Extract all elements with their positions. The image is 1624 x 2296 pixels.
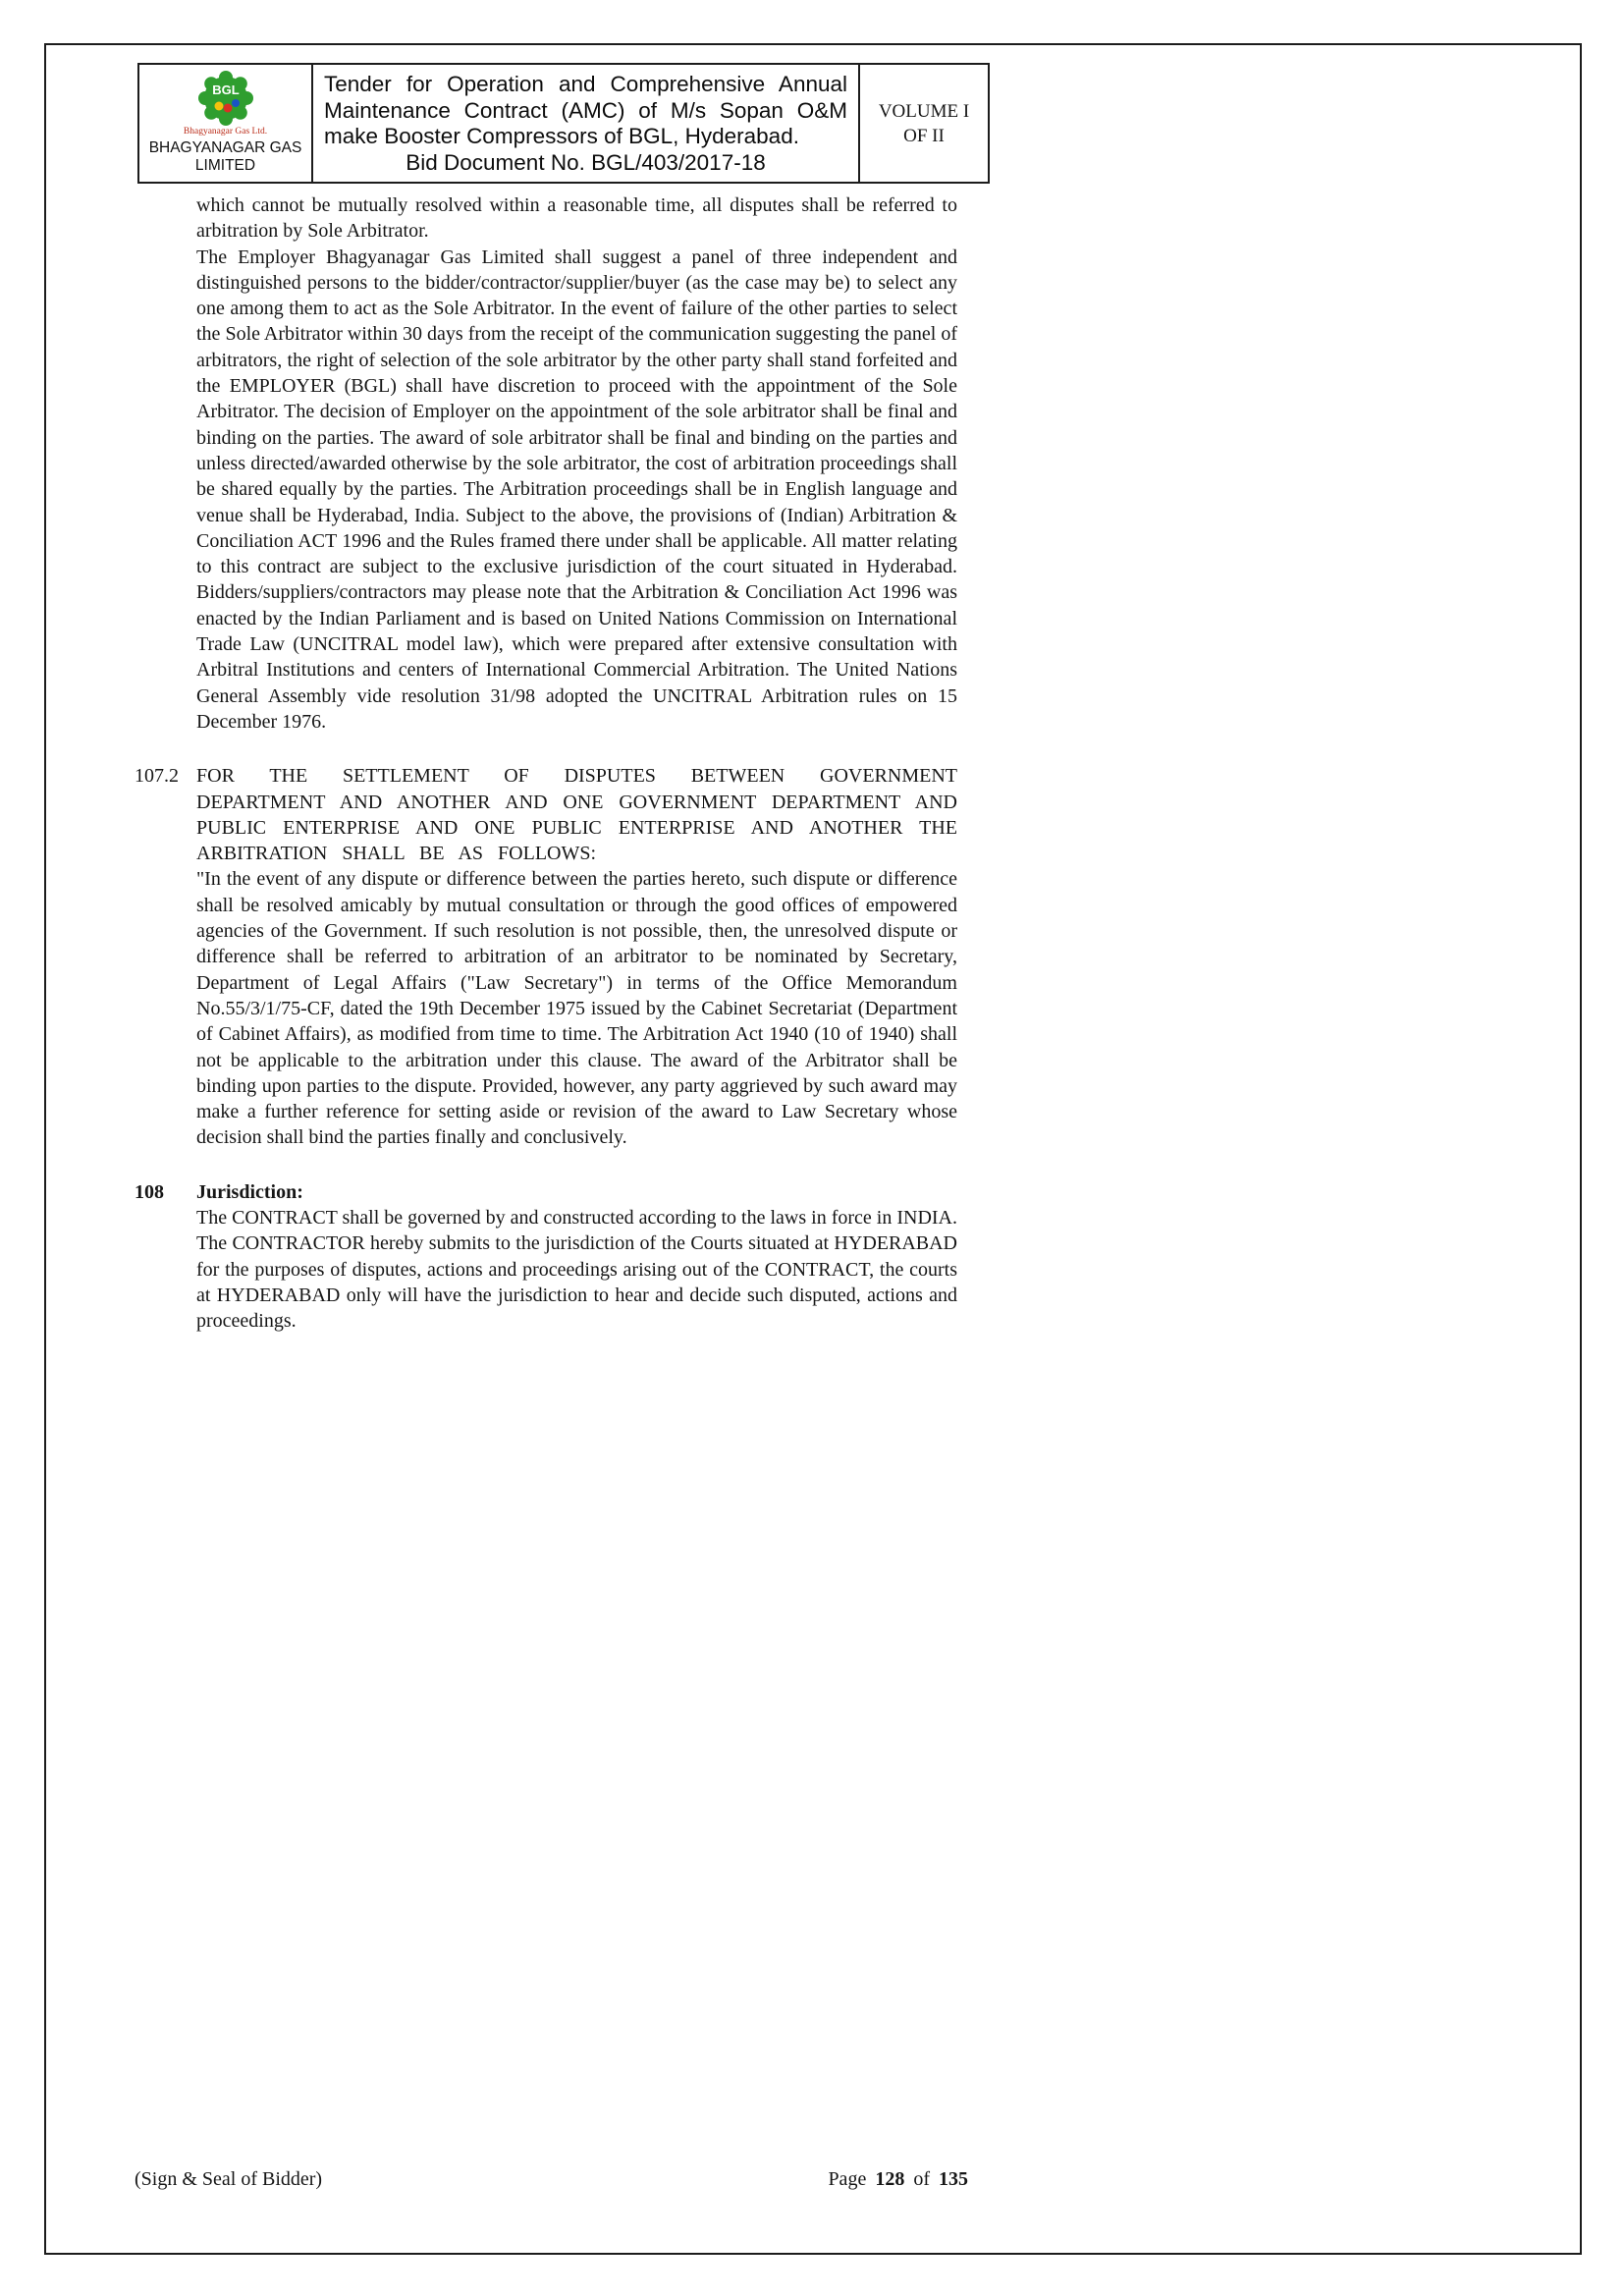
section-107-2-number: 107.2 bbox=[135, 765, 179, 788]
section-107-2 bbox=[135, 763, 957, 1150]
logo-cell bbox=[139, 65, 313, 182]
sign-seal-note: (Sign & Seal of Bidder) bbox=[135, 2168, 323, 2190]
section-108-number: 108 bbox=[135, 1180, 164, 1203]
total-page-count: 135 bbox=[939, 2168, 968, 2190]
document-body bbox=[135, 192, 957, 1334]
page-number-indicator bbox=[828, 2166, 968, 2192]
current-page-number: 128 bbox=[875, 2168, 905, 2190]
volume-line2: OF II bbox=[903, 125, 945, 146]
page-footer bbox=[135, 2166, 968, 2192]
para-arbitration-intro: which cannot be mutually resolved within a reasonable time, all disputes shall be referred to arbitration by Sole Arbitrator. bbox=[196, 194, 957, 243]
page-word: Page bbox=[828, 2168, 867, 2190]
header-table bbox=[137, 63, 990, 184]
para-employer-arbitration: The Employer Bhagyanagar Gas Limited shall suggest a panel of three independent and distinguished persons to the bidder/contractor/supplier/buyer (as the case may be) to select any one among them to act as the Sole Arbitrator. In the event of failure of the other parties to select the Sole Arbitrator within 30 days from the receipt of the communication suggesting the panel of arbitrators, the right of selection of the sole arbitrator by the other party shall stand forfeited and the EMPLOYER (BGL) shall have discretion to proceed with the appointment of the Sole Arbitrator. The decision of Employer on the appointment of the sole arbitrator shall be final and binding on the parties. The award of sole arbitrator shall be final and binding on the parties and unless directed/awarded otherwise by the sole arbitrator, the cost of arbitration proceedings shall be shared equally by the parties. The Arbitration proceedings shall be in English language and venue shall be Hyderabad, India. Subject to the above, the provisions of (Indian) Arbitration & Conciliation ACT 1996 and the Rules framed there under shall be applicable. All matter relating to this contract are subject to the exclusive jurisdiction of the court situated in Hyderabad. Bidders/suppliers/contractors may please note that the Arbitration & Conciliation Act 1996 was enacted by the Indian Parliament and is based on United Nations Commission on International Trade Law (UNCITRAL model law), which were prepared after extensive consultation with Arbitral Institutions and centers of International Commercial Arbitration. The United Nations General Assembly vide resolution 31/98 adopted the UNCITRAL Arbitration rules on 15 December 1976. bbox=[196, 246, 957, 733]
document-title: Tender for Operation and Comprehensive Annual Maintenance Contract (AMC) of M/s Sopan O&M make Booster Compressors of BGL, Hyderabad. bbox=[324, 72, 847, 148]
company-name-line2: LIMITED bbox=[194, 157, 256, 174]
company-name bbox=[149, 139, 302, 175]
section-108-content bbox=[196, 1179, 957, 1335]
section-107-2-content bbox=[196, 763, 957, 1150]
section-107-2-text: "In the event of any dispute or difference between the parties hereto, such dispute or difference shall be resolved amicably by mutual consultation or through the good offices of empowered agencies of the Government. If such resolution is not possible, then, the unresolved dispute or difference shall be referred to arbitration of an arbitrator to be nominated by Secretary, Department of Legal Affairs ("Law Secretary") in terms of the Office Memorandum No.55/3/1/75-CF, dated the 19th December 1975 issued by the Cabinet Secretariat (Department of Cabinet Affairs), as modified from time to time. The Arbitration Act 1940 (10 of 1940) shall not be applicable to the arbitration under this clause. The award of the Arbitrator shall be binding upon parties to the dispute. Provided, however, any party aggrieved by such award may make a further reference for setting aside or revision of the award to Law Secretary whose decision shall bind the parties finally and conclusively. bbox=[196, 868, 957, 1149]
title-cell bbox=[313, 65, 860, 182]
section-108-text: The CONTRACT shall be governed by and constructed according to the laws in force in INDIA. The CONTRACTOR hereby submits to the jurisdiction of the Courts situated at HYDERABAD for the purposes of disputes, actions and proceedings arising out of the CONTRACT, the courts at HYDERABAD only will have the jurisdiction to hear and decide such disputed, actions and proceedings. bbox=[196, 1206, 957, 1333]
section-108-heading: Jurisdiction: bbox=[196, 1180, 303, 1203]
logo-acronym-text: BGL bbox=[211, 82, 240, 97]
logo-tagline: Bhagyanagar Gas Ltd. bbox=[183, 127, 268, 137]
volume-cell bbox=[860, 65, 988, 182]
volume-line1: VOLUME I bbox=[878, 100, 970, 122]
section-107-2-heading: FOR THE SETTLEMENT OF DISPUTES BETWEEN GOVERNMENT DEPARTMENT AND ANOTHER AND ONE GOVERNMENT DEPARTMENT AND PUBLIC ENTERPRISE AND ONE PUBLIC ENTERPRISE AND ANOTHER THE ARBITRATION SHALL BE AS FOLLOWS: bbox=[196, 765, 957, 865]
of-word: of bbox=[913, 2168, 930, 2190]
company-name-line1: BHAGYANAGAR GAS bbox=[148, 139, 302, 156]
bid-document-number: Bid Document No. BGL/403/2017-18 bbox=[406, 149, 766, 175]
bgl-logo-icon bbox=[196, 70, 255, 127]
section-108 bbox=[135, 1179, 957, 1335]
